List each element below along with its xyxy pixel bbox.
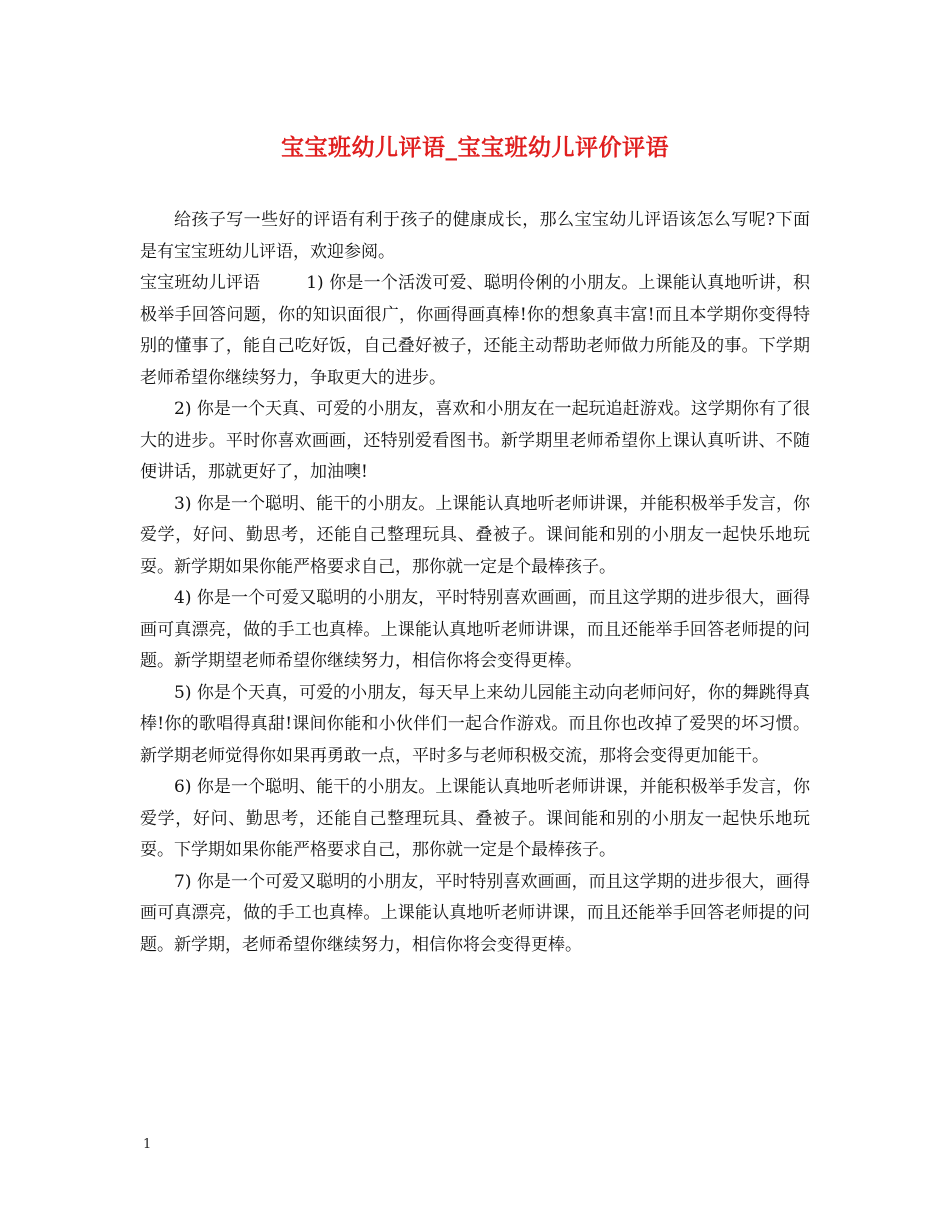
- comment-paragraph-1: [140, 268, 810, 394]
- comment-paragraph-4: 4) 你是一个可爱又聪明的小朋友，平时特别喜欢画画，而且这学期的进步很大，画得画可真漂亮，做的手工也真棒。上课能认真地听老师讲课，而且还能举手回答老师提的问题。新学期望老师希望你继续努力，相信你将会变得更棒。: [140, 588, 810, 671]
- intro-paragraph: 给孩子写一些好的评语有利于孩子的健康成长，那么宝宝幼儿评语该怎么写呢?下面是有宝宝班幼儿评语，欢迎参阅。: [140, 210, 810, 262]
- comment-paragraph-7: 7) 你是一个可爱又聪明的小朋友，平时特别喜欢画画，而且这学期的进步很大，画得画可真漂亮，做的手工也真棒。上课能认真地听老师讲课，而且还能举手回答老师提的问题。新学期，老师希望你继续努力，相信你将会变得更棒。: [140, 871, 810, 955]
- comment-paragraph-6: 6) 你是一个聪明、能干的小朋友。上课能认真地听老师讲课，并能积极举手发言，你爱学，好问、勤思考，还能自己整理玩具、叠被子。课间能和别的小朋友一起快乐地玩耍。下学期如果你能严格要求自己，那你就一定是个最棒孩子。: [140, 777, 810, 860]
- section-heading: 宝宝班幼儿评语: [140, 273, 261, 293]
- comment-paragraph-5: 5) 你是个天真，可爱的小朋友，每天早上来幼儿园能主动向老师问好，你的舞跳得真棒!你的歌唱得真甜!课间你能和小伙伴们一起合作游戏。而且你也改掉了爱哭的坏习惯。新学期老师觉得你如果再勇敢一点，平时多与老师积极交流，那将会变得更加能干。: [140, 682, 810, 766]
- comment-paragraph-3: 3) 你是一个聪明、能干的小朋友。上课能认真地听老师讲课，并能积极举手发言，你爱学，好问、勤思考，还能自己整理玩具、叠被子。课间能和别的小朋友一起快乐地玩耍。新学期如果你能严格要求自己，那你就一定是个最棒孩子。: [140, 493, 810, 577]
- document-body: [140, 205, 810, 961]
- comment-text-1: 1) 你是一个活泼可爱、聪明伶俐的小朋友。上课能认真地听讲，积极举手回答问题，你的知识面很广，你画得画真棒!你的想象真丰富!而且本学期你变得特别的懂事了，能自己吃好饭，自己叠好被子，还能主动帮助老师做力所能及的事。下学期老师希望你继续努力，争取更大的进步。: [140, 273, 810, 388]
- page-number: 1: [143, 1137, 152, 1152]
- document-title: 宝宝班幼儿评语_宝宝班幼儿评价评语: [281, 134, 669, 161]
- comment-paragraph-2: 2) 你是一个天真、可爱的小朋友，喜欢和小朋友在一起玩追赶游戏。这学期你有了很大的进步。平时你喜欢画画，还特别爱看图书。新学期里老师希望你上课认真听讲、不随便讲话，那就更好了，加油噢!: [140, 399, 810, 482]
